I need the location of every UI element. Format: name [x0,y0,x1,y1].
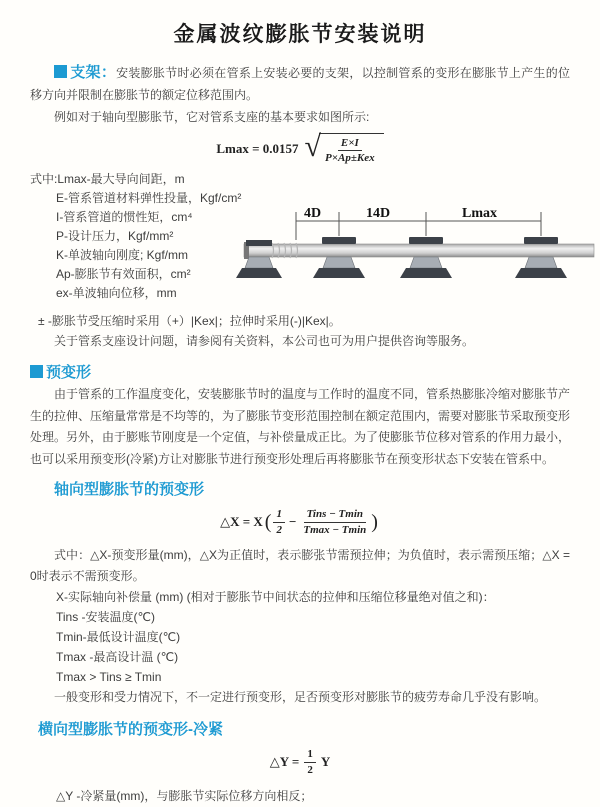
definition-line: Ap-膨胀节有效面积，cm² [56,267,191,281]
diagram-label-lmax: Lmax [462,206,497,221]
list-item: Tmax > Tins ≥ Tmin [56,670,162,684]
axial-variable-list [30,587,570,687]
sqrt-expression [304,130,384,166]
list-item: Tins -安装温度(℃) [56,610,156,624]
support-section-heading [54,66,116,80]
list-item: X-实际轴向补偿量 (mm) (相对于膨胀节中间状态的拉伸和压缩位移量绝对值之和)： [56,590,495,604]
pipe-diagram-graphic [244,206,594,306]
diagram-label-4d: 4D [304,206,322,221]
preform-heading-label: 预变形 [46,364,92,381]
definition-line: P-设计压力，Kgf/mm² [56,229,174,243]
definition-line: ex-单波轴向位移，mm [56,286,177,300]
fraction [322,136,378,166]
fraction-denominator: 2 [307,763,313,776]
lateral-preform-formula [30,747,570,777]
support-heading-label: 支架： [70,64,117,81]
minus-operator: − [288,514,297,529]
preform-section-heading [30,361,570,382]
definitions-and-diagram [30,170,570,311]
lmax-formula [30,132,570,166]
fraction-half [273,507,285,537]
fraction-numerator: E×I [338,136,362,151]
fraction-numerator: 1 [273,507,285,522]
definition-line: I-管系管道的惯性矩，cm⁴ [56,210,193,224]
fraction-denominator: 2 [276,523,282,536]
fraction-denominator: P×Ap±Kex [325,152,375,164]
list-item: Tmin-最低设计温度(℃) [56,630,181,644]
radicand [319,133,384,166]
preform-paragraph: 由于管系的工作温度变化，安装膨胀节时的温度与工作时的温度不同，管系热膨胀冷缩对膨胀节产生的拉伸、压缩量常常是不均等的，为了膨胀节变形范围控制在额定范围内，需要对膨胀节采取预变形处理。另外，由于膨账节刚度是一个定值，与补偿量成正比。为了使膨胀节位移对管系的作用力最小，也可以采用预变形(冷紧)方让对膨胀节进行预变形处理后再将膨胀节在预变形状态下安装在管系中。 [30,387,571,466]
formula-suffix: Y [320,754,331,769]
section-bullet-icon [30,365,43,378]
support-intro-paragraph [30,62,570,106]
definition-line: 式中:Lmax-最大导向间距，m [30,172,185,186]
plusminus-note: ± -膨胀节受压缩时采用（+）|Kex|；拉伸时采用(-)|Kex|。 [38,314,341,328]
axial-formula-explanation: 式中：△X-预变形量(mm)，△X为正值时，表示膨张节需预拉伸；为负值时，表示需预压缩；△X = 0时表示不需预变形。 [30,548,570,583]
fraction-half [304,747,316,777]
axial-preform-formula [30,505,570,539]
fraction-numerator: 1 [304,747,316,762]
close-paren: ) [371,510,378,533]
fraction-numerator: Tins − Tmin [304,507,366,522]
diagram-label-14d: 14D [366,206,391,221]
fraction-temperature [300,507,369,537]
definition-line: K-单波轴向刚度; Kgf/mm [56,248,189,262]
consult-note: 关于管系支座设计问题，请参阅有关资料，本公司也可为用户提供咨询等服务。 [54,334,475,348]
axial-preform-subheading: 轴向型膨胀节的预变形 [54,481,205,498]
list-item: Tmax -最高设计温 (℃) [56,650,179,664]
support-example-text: 例如对于轴向型膨胀节，它对管系支座的基本要求如图所示: [54,110,370,124]
lateral-note: △Y -冷紧量(mm)，与膨胀节实际位移方向相反； [56,789,313,803]
open-paren: ( [264,510,272,533]
page-title: 金属波纹膨胀节安装说明 [173,23,427,46]
support-intro-text: 安装膨胀节时必须在管系上安装必要的支架，以控制管系的变形在膨胀节上产生的位移方向并限制在膨胀节的额定位移范围内。 [30,66,570,102]
fraction-denominator: Tmax − Tmin [303,523,367,536]
formula-prefix: Lmax = 0.0157 [216,141,299,156]
formula-prefix: △X = X [220,514,263,529]
lateral-preform-subheading: 横向型膨胀节的预变形-冷紧 [38,721,223,738]
section-bullet-icon [54,65,67,78]
axial-note: 一般变形和受力情况下，不一定进行预变形，足否预变形对膨胀节的疲劳寿命几乎没有影响。 [54,690,547,704]
formula-prefix: △Y = [269,754,300,769]
sqrt-symbol: √ [304,130,322,163]
definition-line: E-管系管道材料弹性投量，Kgf/cm² [56,191,242,205]
pipe-support-diagram [244,206,594,306]
